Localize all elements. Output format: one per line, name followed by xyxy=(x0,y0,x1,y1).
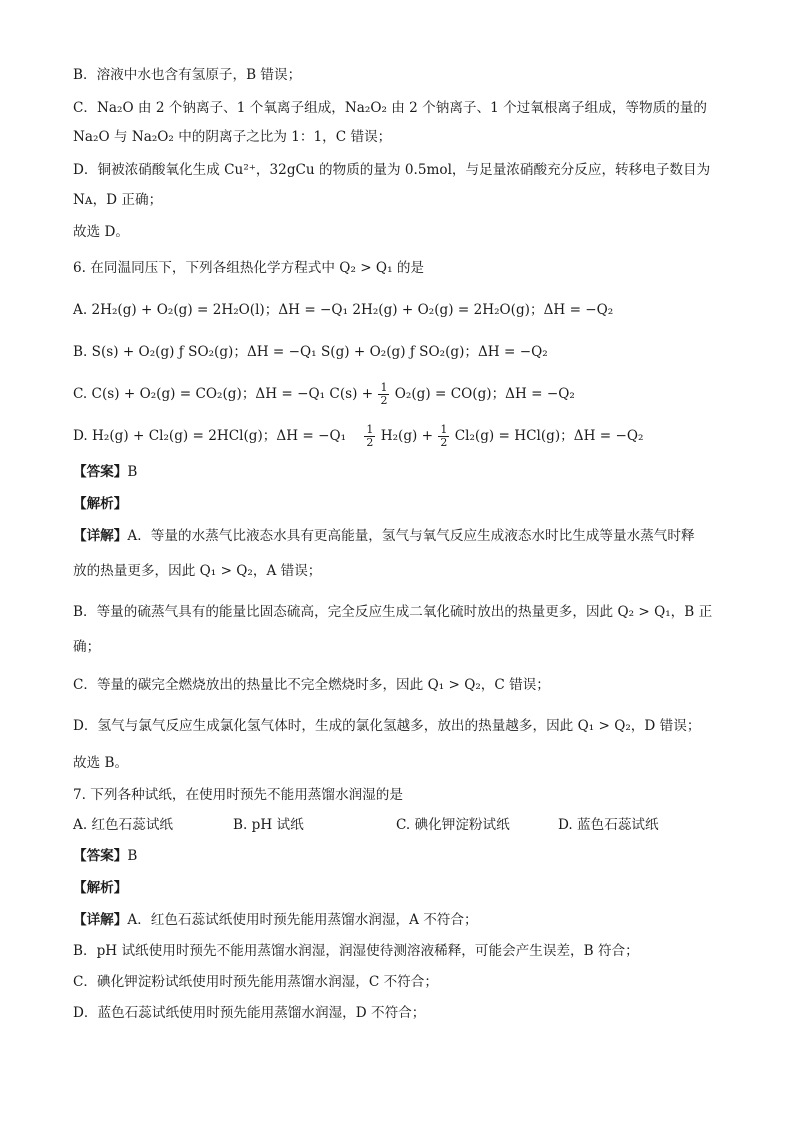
q6-option-b: B. S(s) + O₂(g) ƒ SO₂(g)；ΔH = −Q₁ S(g) + O₂(g) ƒ SO₂(g)；ΔH = −Q₂ xyxy=(73,344,548,360)
frac-num: 1 xyxy=(380,381,388,394)
answer-label: 【答案】 xyxy=(73,848,128,864)
q7-detail-d: D．蓝色石蕊试纸使用时预先能用蒸馏水润湿，D 不符合； xyxy=(73,1005,426,1021)
q6-detail-d: D．氢气与氯气反应生成氯化氢气体时，生成的氯化氢越多，放出的热量越多，因此 Q₁ > Q₂，D 错误； xyxy=(73,718,701,734)
q6-option-d-pre: D. H₂(g) + Cl₂(g) = 2HCl(g)；ΔH = −Q₁ xyxy=(73,428,347,444)
prev-solution-c-1: C．Na₂O 由 2 个钠离子、1 个氧离子组成，Na₂O₂ 由 2 个钠离子、1 个过氧根离子组成，等物质的量的 xyxy=(73,100,707,116)
frac-num: 1 xyxy=(440,423,448,436)
q7-detail-b: B．pH 试纸使用时预先不能用蒸馏水润湿，润湿使待测溶液稀释，可能会产生误差，B 符合； xyxy=(73,943,639,959)
frac-den: 2 xyxy=(440,436,448,449)
q6-detail-c: C．等量的碳完全燃烧放出的热量比不完全燃烧时多，因此 Q₁ > Q₂，C 错误； xyxy=(73,677,550,693)
q6-option-a: A. 2H₂(g) + O₂(g) = 2H₂O(l)；ΔH = −Q₁ 2H₂(g) + O₂(g) = 2H₂O(g)；ΔH = −Q₂ xyxy=(73,302,614,318)
q6-detail-a-1 xyxy=(73,526,734,546)
prev-solution-b: B．溶液中水也含有氢原子，B 错误； xyxy=(73,67,302,83)
q6-detail-b-1: B．等量的硫蒸气具有的能量比固态硫高，完全反应生成二氧化硫时放出的热量更多，因此 Q₂ > Q₁，B 正 xyxy=(73,604,713,620)
detail-label: 【详解】 xyxy=(73,912,128,928)
prev-solution-d-1: D．铜被浓硝酸氧化生成 Cu²⁺，32gCu 的物质的量为 0.5mol，与足量浓硝酸充分反应，转移电子数目为 xyxy=(73,162,711,178)
q7-option-b: B. pH 试纸 xyxy=(233,817,304,833)
prev-solution-d-2: Nᴀ，D 正确； xyxy=(73,192,163,208)
q6-option-c-pre: C. C(s) + O₂(g) = CO₂(g)；ΔH = −Q₁ C(s) + xyxy=(73,386,374,402)
q6-detail-a-2: 放的热量更多，因此 Q₁ > Q₂，A 错误； xyxy=(73,563,322,579)
prev-solution-c-2: Na₂O 与 Na₂O₂ 中的阴离子之比为 1：1，C 错误； xyxy=(73,129,392,145)
q7-option-d: D. 蓝色石蕊试纸 xyxy=(558,817,659,833)
q7-detail-c: C．碘化钾淀粉试纸使用时预先能用蒸馏水润湿，C 不符合； xyxy=(73,974,438,990)
q7-analysis-label: 【解析】 xyxy=(73,880,128,896)
q6-detail-b-2: 确； xyxy=(73,639,101,655)
q6-option-d-mid: H₂(g) + xyxy=(380,428,434,444)
fraction-half xyxy=(364,424,375,449)
detail-label: 【详解】 xyxy=(73,528,128,544)
q6-option-d-post: Cl₂(g) = HCl(g)；ΔH = −Q₂ xyxy=(454,428,644,444)
q6-option-c-post: O₂(g) = CO(g)；ΔH = −Q₂ xyxy=(394,386,575,402)
fraction-half xyxy=(378,382,389,407)
q7-stem: 7. 下列各种试纸，在使用时预先不能用蒸馏水润湿的是 xyxy=(73,787,403,803)
q6-detail-a-1-text: A．等量的水蒸气比液态水具有更高能量，氢气与氧气反应生成液态水时比生成等量水蒸气时释 xyxy=(127,528,695,544)
q6-option-d xyxy=(73,424,734,449)
q7-detail-a-text: A．红色石蕊试纸使用时预先能用蒸馏水润湿，A 不符合； xyxy=(127,912,478,928)
q7-option-a: A. 红色石蕊试纸 xyxy=(73,817,174,833)
q7-answer xyxy=(73,846,734,866)
q6-analysis-label: 【解析】 xyxy=(73,496,128,512)
prev-conclusion: 故选 D。 xyxy=(73,224,130,240)
answer-value: B xyxy=(127,848,138,864)
q7-detail-a xyxy=(73,910,734,930)
q7-option-c: C. 碘化钾淀粉试纸 xyxy=(396,817,510,833)
frac-den: 2 xyxy=(366,436,374,449)
q6-answer xyxy=(73,462,734,482)
fraction-half xyxy=(438,424,449,449)
answer-value: B xyxy=(127,464,138,480)
q6-conclusion: 故选 B。 xyxy=(73,755,129,771)
answer-label: 【答案】 xyxy=(73,464,128,480)
frac-num: 1 xyxy=(366,423,374,436)
q6-option-c xyxy=(73,382,734,407)
q6-stem: 6. 在同温同压下，下列各组热化学方程式中 Q₂ > Q₁ 的是 xyxy=(73,260,425,276)
frac-den: 2 xyxy=(380,394,388,407)
